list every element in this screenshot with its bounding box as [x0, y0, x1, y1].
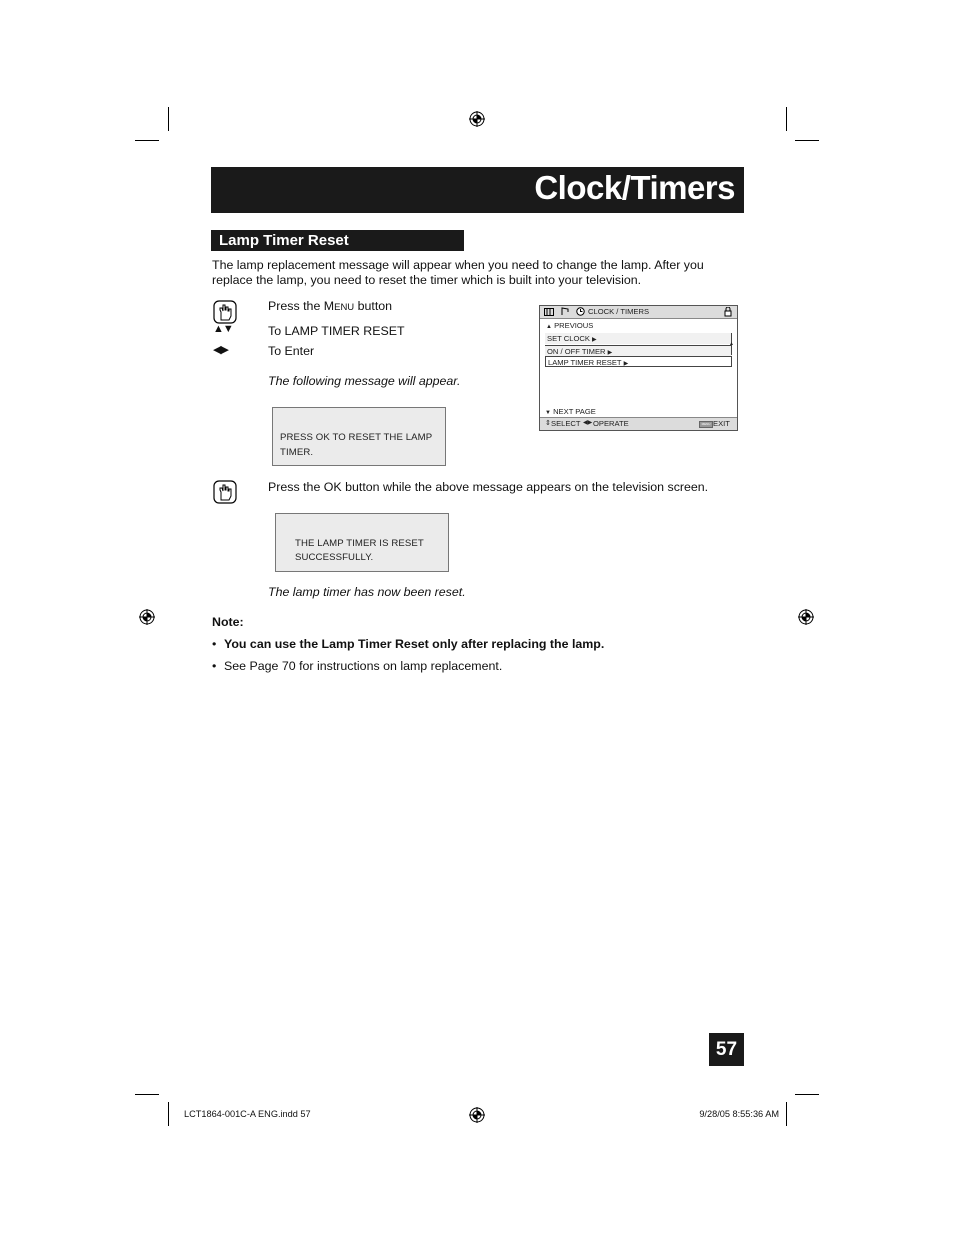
bullet-icon: •	[212, 637, 217, 651]
step-enter-text: To Enter	[268, 344, 315, 358]
scroll-position-icon: ▲	[729, 341, 734, 347]
lock-icon	[724, 307, 732, 317]
message-line: TIMER.	[280, 447, 314, 458]
reset-complete-caption: The lamp timer has now been reset.	[268, 585, 466, 599]
up-down-arrows-icon: ⇕	[545, 420, 551, 427]
osd-header	[540, 306, 737, 319]
crop-mark	[786, 107, 787, 131]
osd-item-set-clock[interactable]: SET CLOCK ▶	[545, 333, 732, 344]
step-navigate-text: To LAMP TIMER RESET	[268, 324, 405, 338]
tv-menu-icon	[544, 308, 554, 316]
osd-item-on-off-timer[interactable]: ON / OFF TIMER ▶	[545, 345, 732, 356]
page-title: Clock/Timers	[534, 169, 735, 206]
up-arrow-icon: ▲	[546, 324, 552, 330]
registration-mark-icon	[469, 111, 485, 127]
crop-mark	[135, 1094, 159, 1095]
reset-prompt-message-box	[272, 407, 446, 466]
bullet-icon: •	[212, 659, 217, 673]
left-right-arrows-icon: ◀▶	[213, 344, 228, 356]
intro-line: The lamp replacement message will appear when you need to change the lamp. After you	[212, 258, 704, 272]
footer-exit-label: EXIT	[713, 419, 730, 428]
osd-footer	[540, 417, 737, 430]
step-menu-text: Press the MENU button	[268, 299, 393, 313]
crop-mark	[786, 1102, 787, 1126]
right-arrow-icon: ▶	[592, 337, 597, 343]
ok-step-text: Press the OK button while the above message appears on the television screen.	[268, 480, 709, 494]
osd-next-page[interactable]: ▼ NEXT PAGE	[545, 407, 596, 416]
hand-press-icon	[213, 300, 237, 324]
intro-paragraph	[212, 258, 742, 288]
note-bullet: • See Page 70 for instructions on lamp replacement.	[212, 659, 503, 673]
left-right-arrows-icon: ◀▶	[583, 420, 593, 426]
section-title: Lamp Timer Reset	[219, 232, 349, 249]
slug-filename: LCT1864-001C-A ENG.indd 57	[184, 1109, 311, 1119]
page-title-bar	[211, 167, 744, 213]
crop-mark	[135, 140, 159, 141]
menu-button-icon: MENU	[699, 421, 713, 428]
crop-mark	[795, 140, 819, 141]
osd-previous[interactable]: ▲ PREVIOUS	[546, 321, 594, 330]
crop-mark	[168, 107, 169, 131]
message-line: PRESS OK TO RESET THE LAMP	[280, 432, 433, 443]
slug-timestamp: 9/28/05 8:55:36 AM	[699, 1109, 779, 1119]
music-note-icon	[560, 307, 570, 316]
following-message-caption: The following message will appear.	[268, 374, 461, 388]
registration-mark-icon	[469, 1107, 485, 1123]
reset-success-message-box	[275, 513, 449, 572]
right-arrow-icon: ▶	[607, 350, 613, 356]
section-heading-bar	[211, 230, 464, 251]
osd-title: CLOCK / TIMERS	[588, 307, 650, 316]
down-arrow-icon: ▼	[545, 410, 551, 416]
footer-operate-label: OPERATE	[593, 419, 629, 428]
message-line: SUCCESSFULLY.	[295, 552, 374, 563]
registration-mark-icon	[139, 609, 155, 625]
registration-mark-icon	[798, 609, 814, 625]
osd-item-lamp-timer-reset[interactable]: LAMP TIMER RESET ▶	[545, 356, 732, 367]
note-title: Note:	[212, 615, 244, 629]
message-line: THE LAMP TIMER IS RESET	[295, 538, 424, 549]
page-number: 57	[709, 1033, 744, 1066]
intro-line: replace the lamp, you need to reset the timer which is built into your television.	[212, 273, 642, 287]
hand-press-icon	[213, 480, 237, 504]
note-bullet: • You can use the Lamp Timer Reset only after replacing the lamp.	[212, 637, 605, 651]
crop-mark	[795, 1094, 819, 1095]
clock-icon	[576, 307, 585, 316]
osd-menu-screen	[539, 305, 738, 431]
up-down-arrows-icon: ▲▼	[213, 323, 233, 335]
crop-mark	[168, 1102, 169, 1126]
footer-select-label: SELECT	[551, 419, 581, 428]
right-arrow-icon: ▶	[623, 361, 629, 367]
